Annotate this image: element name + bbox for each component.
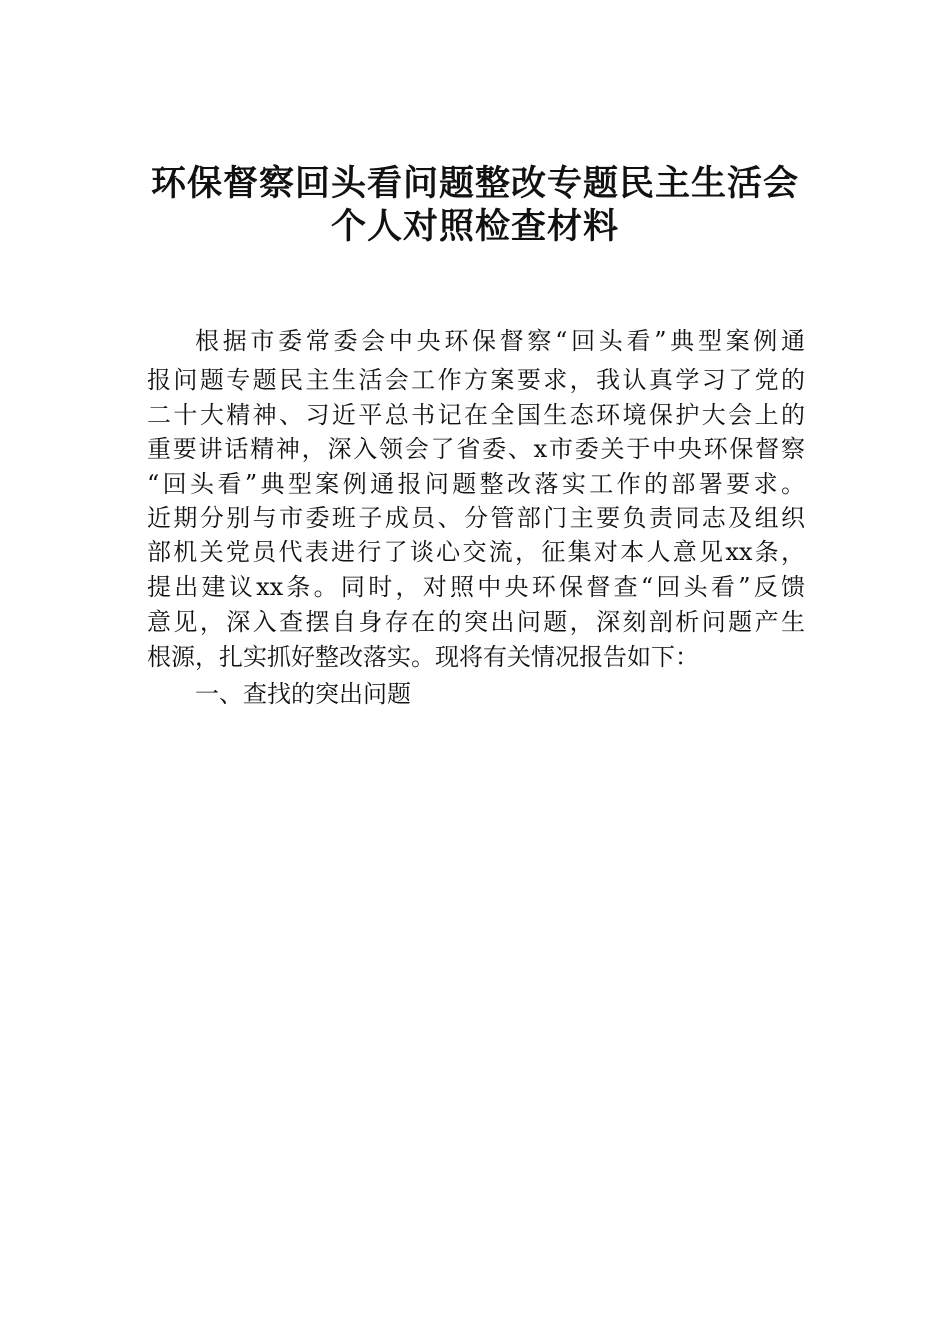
paragraph-line: 根源，扎实抓好整改落实。现将有关情况报告如下：: [147, 643, 699, 671]
paragraph-line: 近期分别与市委班子成员、分管部门主要负责同志及组织: [147, 504, 805, 532]
paragraph-line: “回头看”典型案例通报问题整改落实工作的部署要求。: [147, 470, 805, 498]
paragraph-line: 意见，深入查摆自身存在的突出问题，深刻剖析问题产生: [147, 608, 805, 636]
document-title-line-2: 个人对照检查材料: [330, 206, 619, 247]
paragraph-line: 提出建议xx条。同时，对照中央环保督查“回头看”反馈: [147, 573, 805, 601]
document-title-line-1: 环保督察回头看问题整改专题民主生活会: [150, 163, 799, 204]
section-heading: 一、查找的突出问题: [195, 680, 411, 708]
paragraph-line: 根据市委常委会中央环保督察“回头看”典型案例通: [195, 327, 805, 355]
paragraph-line: 重要讲话精神，深入领会了省委、x市委关于中央环保督察: [147, 435, 805, 463]
paragraph-line: 二十大精神、习近平总书记在全国生态环境保护大会上的: [147, 401, 805, 429]
paragraph-line: 部机关党员代表进行了谈心交流，征集对本人意见xx条，: [147, 538, 805, 566]
paragraph-line: 报问题专题民主生活会工作方案要求，我认真学习了党的: [147, 366, 805, 394]
